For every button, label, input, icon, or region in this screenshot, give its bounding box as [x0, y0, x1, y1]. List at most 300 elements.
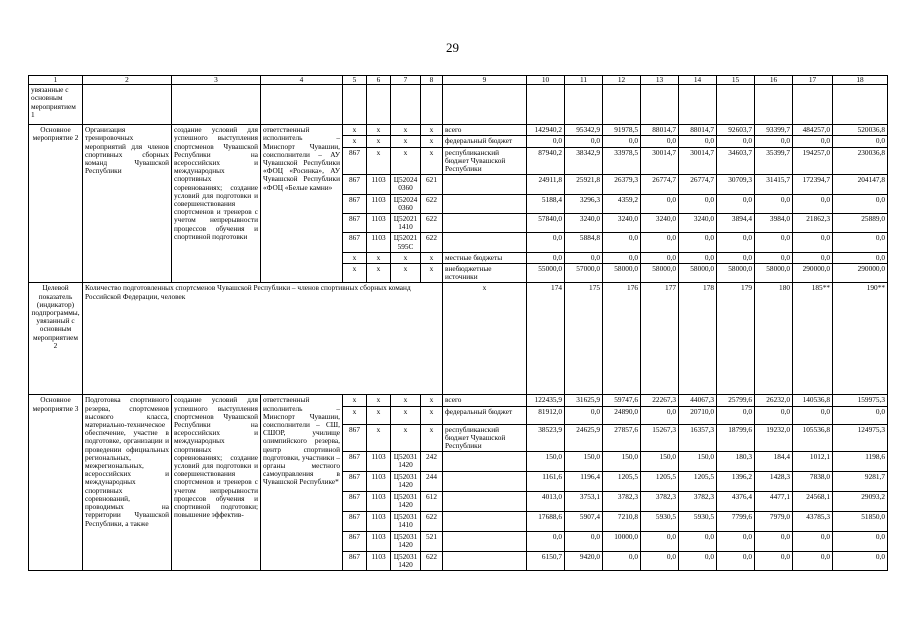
funding-source: [443, 532, 527, 551]
target-article-code: Ц52021 595C: [391, 233, 421, 252]
section-code: 1103: [367, 472, 391, 492]
amount-cell: 0,0: [833, 551, 888, 570]
empty-cell: [793, 85, 833, 125]
grbs-code: x: [343, 406, 367, 424]
section-code: x: [367, 264, 391, 283]
amount-cell: 26774,7: [679, 175, 717, 194]
funding-source: всего: [443, 125, 527, 136]
funding-source: [443, 452, 527, 472]
amount-cell: 91978,5: [603, 125, 641, 136]
amount-cell: 150,0: [565, 452, 603, 472]
amount-cell: 0,0: [793, 532, 833, 551]
grbs-code: x: [343, 264, 367, 283]
funding-source: внебюджетные источники: [443, 264, 527, 283]
indicator-value: 190**: [833, 283, 888, 395]
amount-cell: 5188,4: [527, 194, 565, 213]
funding-source: республиканский бюджет Чувашской Республики: [443, 147, 527, 175]
amount-cell: 0,0: [833, 406, 888, 424]
expense-type-code: 244: [421, 472, 443, 492]
indicator-value: 180: [755, 283, 793, 395]
amount-cell: 24625,9: [565, 424, 603, 452]
amount-cell: 0,0: [641, 551, 679, 570]
amount-cell: 26232,0: [755, 395, 793, 406]
amount-cell: 5930,5: [641, 512, 679, 532]
grbs-code: 867: [343, 424, 367, 452]
amount-cell: 0,0: [679, 252, 717, 263]
amount-cell: 0,0: [641, 252, 679, 263]
section-code: 1103: [367, 512, 391, 532]
indicator-label: Целевой показатель (индикатор) подпрограммы, увязанный с основным мероприятием 2: [29, 283, 83, 395]
amount-cell: 0,0: [793, 252, 833, 263]
amount-cell: 0,0: [679, 136, 717, 147]
expense-type-code: x: [421, 147, 443, 175]
grbs-code: 867: [343, 214, 367, 233]
empty-cell: [603, 85, 641, 125]
section-code: x: [367, 395, 391, 406]
amount-cell: 0,0: [755, 551, 793, 570]
amount-cell: 26379,3: [603, 175, 641, 194]
indicator-text: Количество подготовленных спортсменов Чувашской Республики – членов спортивных сборных команд Российской Федерации, человек: [83, 283, 443, 395]
amount-cell: 20710,0: [679, 406, 717, 424]
amount-cell: 24568,1: [793, 492, 833, 512]
amount-cell: 3894,4: [717, 214, 755, 233]
amount-cell: 30014,7: [641, 147, 679, 175]
amount-cell: 25889,0: [833, 214, 888, 233]
amount-cell: 55000,0: [527, 264, 565, 283]
column-number: 18: [833, 76, 888, 85]
amount-cell: 1161,6: [527, 472, 565, 492]
amount-cell: 88014,7: [679, 125, 717, 136]
amount-cell: 92603,7: [717, 125, 755, 136]
amount-cell: 0,0: [527, 252, 565, 263]
amount-cell: 58000,0: [679, 264, 717, 283]
amount-cell: 17688,6: [527, 512, 565, 532]
amount-cell: 93399,7: [755, 125, 793, 136]
amount-cell: 57000,0: [565, 264, 603, 283]
column-number: 13: [641, 76, 679, 85]
amount-cell: 31415,7: [755, 175, 793, 194]
column-number-row: [29, 76, 888, 85]
grbs-code: 867: [343, 194, 367, 213]
amount-cell: 204147,8: [833, 175, 888, 194]
event-label: Основное мероприятие 2: [29, 125, 83, 283]
funding-source: [443, 512, 527, 532]
amount-cell: 3240,0: [679, 214, 717, 233]
section-code: 1103: [367, 492, 391, 512]
column-number: 15: [717, 76, 755, 85]
event-name: Организация тренировочных мероприятий для членов спортивных сборных команд Чувашской Республики: [83, 125, 172, 283]
indicator-value: 174: [527, 283, 565, 395]
indicator-value: 185**: [793, 283, 833, 395]
amount-cell: 3240,0: [565, 214, 603, 233]
amount-cell: 0,0: [641, 136, 679, 147]
amount-cell: 1198,6: [833, 452, 888, 472]
amount-cell: 0,0: [717, 233, 755, 252]
amount-cell: 58000,0: [755, 264, 793, 283]
amount-cell: 0,0: [565, 406, 603, 424]
indicator-value: 179: [717, 283, 755, 395]
amount-cell: 3296,3: [565, 194, 603, 213]
amount-cell: 124975,3: [833, 424, 888, 452]
amount-cell: 0,0: [603, 136, 641, 147]
column-number: 4: [261, 76, 343, 85]
amount-cell: 5884,8: [565, 233, 603, 252]
budget-table: [28, 75, 888, 571]
empty-cell: [833, 85, 888, 125]
amount-cell: 0,0: [565, 136, 603, 147]
empty-cell: [421, 85, 443, 125]
section-code: 1103: [367, 194, 391, 213]
amount-cell: 122435,9: [527, 395, 565, 406]
amount-cell: 1012,1: [793, 452, 833, 472]
amount-cell: 95342,9: [565, 125, 603, 136]
target-article-code: Ц52031 1420: [391, 472, 421, 492]
amount-cell: 35399,7: [755, 147, 793, 175]
amount-cell: 38523,9: [527, 424, 565, 452]
amount-cell: 0,0: [833, 194, 888, 213]
section-code: 1103: [367, 532, 391, 551]
grbs-code: 867: [343, 551, 367, 570]
amount-cell: 180,3: [717, 452, 755, 472]
amount-cell: 3782,3: [603, 492, 641, 512]
target-article-code: x: [391, 406, 421, 424]
grbs-code: 867: [343, 512, 367, 532]
funding-source: [443, 175, 527, 194]
amount-cell: 0,0: [641, 406, 679, 424]
amount-cell: 57840,0: [527, 214, 565, 233]
amount-cell: 105536,8: [793, 424, 833, 452]
section-code: 1103: [367, 214, 391, 233]
empty-cell: [565, 85, 603, 125]
amount-cell: 7838,0: [793, 472, 833, 492]
empty-cell: [527, 85, 565, 125]
empty-cell: [172, 85, 261, 125]
target-article-code: Ц52024 0360: [391, 194, 421, 213]
target-article-code: x: [391, 125, 421, 136]
column-number: 16: [755, 76, 793, 85]
funding-source: [443, 551, 527, 570]
grbs-code: 867: [343, 492, 367, 512]
funding-source: [443, 233, 527, 252]
amount-cell: 0,0: [641, 194, 679, 213]
section-code: x: [367, 125, 391, 136]
event-result: создание условий для успешного выступления спортсменов Чувашской Республики на всероссийских и международных спортивных соревнованиях; создание условий для подготовки и совершенствования спортсменов и тренеров с учетом непрерывности процессов обучения и спортивной подготовки: [172, 125, 261, 283]
empty-cell: [443, 85, 527, 125]
section-code: x: [367, 424, 391, 452]
amount-cell: 0,0: [603, 233, 641, 252]
grbs-code: 867: [343, 175, 367, 194]
amount-cell: 30014,7: [679, 147, 717, 175]
funding-source: федеральный бюджет: [443, 406, 527, 424]
amount-cell: 0,0: [527, 532, 565, 551]
amount-cell: 230036,8: [833, 147, 888, 175]
amount-cell: 29093,2: [833, 492, 888, 512]
section-code: x: [367, 252, 391, 263]
table-row: [29, 395, 888, 406]
amount-cell: 0,0: [755, 194, 793, 213]
amount-cell: 0,0: [793, 406, 833, 424]
amount-cell: 58000,0: [641, 264, 679, 283]
funding-source: республиканский бюджет Чувашской Республики: [443, 424, 527, 452]
amount-cell: 10000,0: [603, 532, 641, 551]
funding-source: [443, 472, 527, 492]
expense-type-code: 622: [421, 214, 443, 233]
amount-cell: 520036,8: [833, 125, 888, 136]
indicator-row: [29, 283, 888, 395]
amount-cell: 88014,7: [641, 125, 679, 136]
target-article-code: Ц52024 0360: [391, 175, 421, 194]
empty-cell: [261, 85, 343, 125]
amount-cell: 0,0: [679, 233, 717, 252]
amount-cell: 1205,5: [603, 472, 641, 492]
amount-cell: 0,0: [755, 252, 793, 263]
column-number: 3: [172, 76, 261, 85]
amount-cell: 21862,3: [793, 214, 833, 233]
target-article-code: Ц52031 1420: [391, 452, 421, 472]
target-article-code: Ц52031 1420: [391, 492, 421, 512]
grbs-code: 867: [343, 532, 367, 551]
amount-cell: 1196,4: [565, 472, 603, 492]
column-number: 9: [443, 76, 527, 85]
amount-cell: 0,0: [833, 252, 888, 263]
funding-source: [443, 194, 527, 213]
amount-cell: 150,0: [641, 452, 679, 472]
target-article-code: x: [391, 264, 421, 283]
expense-type-code: 242: [421, 452, 443, 472]
column-number: 14: [679, 76, 717, 85]
funding-source: [443, 492, 527, 512]
event-result: создание условий для успешного выступления спортсменов Чувашской Республики на всероссийских и международных спортивных соревнованиях; создание условий для подготовки и совершенствования спортсменов и тренеров с учетом непрерывности процессов обучения и спортивной подготовки; повышение эффектив-: [172, 395, 261, 571]
empty-cell: [755, 85, 793, 125]
amount-cell: 1396,2: [717, 472, 755, 492]
column-number: 10: [527, 76, 565, 85]
amount-cell: 1428,3: [755, 472, 793, 492]
expense-type-code: x: [421, 125, 443, 136]
empty-cell: [83, 85, 172, 125]
amount-cell: 0,0: [527, 233, 565, 252]
target-article-code: x: [391, 424, 421, 452]
amount-cell: 1205,5: [641, 472, 679, 492]
column-number: 6: [367, 76, 391, 85]
amount-cell: 58000,0: [603, 264, 641, 283]
expense-type-code: x: [421, 264, 443, 283]
continuation-row: [29, 85, 888, 125]
amount-cell: 0,0: [717, 136, 755, 147]
column-number: 5: [343, 76, 367, 85]
amount-cell: 0,0: [717, 532, 755, 551]
amount-cell: 142940,2: [527, 125, 565, 136]
amount-cell: 0,0: [833, 532, 888, 551]
column-number: 2: [83, 76, 172, 85]
empty-cell: [367, 85, 391, 125]
amount-cell: 5907,4: [565, 512, 603, 532]
amount-cell: 140536,8: [793, 395, 833, 406]
target-article-code: x: [391, 147, 421, 175]
amount-cell: 26774,7: [641, 175, 679, 194]
amount-cell: 0,0: [641, 233, 679, 252]
funding-source: всего: [443, 395, 527, 406]
expense-type-code: x: [421, 395, 443, 406]
table-row: [29, 125, 888, 136]
expense-type-code: 622: [421, 551, 443, 570]
amount-cell: 150,0: [679, 452, 717, 472]
indicator-value: 176: [603, 283, 641, 395]
column-number: 7: [391, 76, 421, 85]
indicator-mark: x: [443, 283, 527, 395]
amount-cell: 38342,9: [565, 147, 603, 175]
amount-cell: 3240,0: [603, 214, 641, 233]
amount-cell: 7210,8: [603, 512, 641, 532]
indicator-value: 175: [565, 283, 603, 395]
section-code: 1103: [367, 551, 391, 570]
grbs-code: 867: [343, 452, 367, 472]
amount-cell: 3782,3: [679, 492, 717, 512]
row-label: увязанные с основным мероприятием 1: [29, 85, 83, 125]
amount-cell: 0,0: [641, 532, 679, 551]
target-article-code: x: [391, 252, 421, 263]
target-article-code: Ц52031 1420: [391, 532, 421, 551]
amount-cell: 0,0: [755, 532, 793, 551]
amount-cell: 9281,7: [833, 472, 888, 492]
event-executor: ответственный исполнитель – Минспорт Чувашии, соисполнители – АУ Чувашской Республики «ФОЦ «Росинка», АУ Чувашской Республики «ФОЦ «Белые камни»: [261, 125, 343, 283]
expense-type-code: 622: [421, 233, 443, 252]
expense-type-code: x: [421, 136, 443, 147]
empty-cell: [391, 85, 421, 125]
expense-type-code: 622: [421, 194, 443, 213]
amount-cell: 184,4: [755, 452, 793, 472]
target-article-code: Ц52031 1420: [391, 551, 421, 570]
amount-cell: 4359,2: [603, 194, 641, 213]
amount-cell: 150,0: [527, 452, 565, 472]
expense-type-code: 612: [421, 492, 443, 512]
amount-cell: 0,0: [717, 252, 755, 263]
expense-type-code: 621: [421, 175, 443, 194]
amount-cell: 290000,0: [833, 264, 888, 283]
column-number: 12: [603, 76, 641, 85]
amount-cell: 0,0: [755, 233, 793, 252]
amount-cell: 24911,8: [527, 175, 565, 194]
target-article-code: x: [391, 395, 421, 406]
amount-cell: 34603,7: [717, 147, 755, 175]
amount-cell: 7799,6: [717, 512, 755, 532]
amount-cell: 58000,0: [717, 264, 755, 283]
amount-cell: 87940,2: [527, 147, 565, 175]
grbs-code: x: [343, 395, 367, 406]
amount-cell: 4376,4: [717, 492, 755, 512]
grbs-code: x: [343, 125, 367, 136]
amount-cell: 3240,0: [641, 214, 679, 233]
amount-cell: 0,0: [793, 136, 833, 147]
expense-type-code: x: [421, 406, 443, 424]
amount-cell: 0,0: [793, 551, 833, 570]
expense-type-code: x: [421, 424, 443, 452]
column-number: 1: [29, 76, 83, 85]
amount-cell: 4477,1: [755, 492, 793, 512]
empty-cell: [679, 85, 717, 125]
amount-cell: 0,0: [755, 136, 793, 147]
amount-cell: 150,0: [603, 452, 641, 472]
grbs-code: 867: [343, 147, 367, 175]
funding-source: местные бюджеты: [443, 252, 527, 263]
section-code: x: [367, 136, 391, 147]
amount-cell: 3782,3: [641, 492, 679, 512]
section-code: x: [367, 147, 391, 175]
amount-cell: 9420,0: [565, 551, 603, 570]
column-number: 17: [793, 76, 833, 85]
amount-cell: 0,0: [565, 532, 603, 551]
amount-cell: 172394,7: [793, 175, 833, 194]
empty-cell: [343, 85, 367, 125]
target-article-code: Ц52031 1410: [391, 512, 421, 532]
page-number: 29: [446, 40, 459, 55]
amount-cell: 0,0: [679, 194, 717, 213]
amount-cell: 81912,0: [527, 406, 565, 424]
section-code: 1103: [367, 452, 391, 472]
amount-cell: 25799,6: [717, 395, 755, 406]
amount-cell: 3753,1: [565, 492, 603, 512]
amount-cell: 44067,3: [679, 395, 717, 406]
expense-type-code: x: [421, 252, 443, 263]
amount-cell: 1205,5: [679, 472, 717, 492]
column-number: 8: [421, 76, 443, 85]
expense-type-code: 521: [421, 532, 443, 551]
amount-cell: 33978,5: [603, 147, 641, 175]
amount-cell: 0,0: [565, 252, 603, 263]
event-label: Основное мероприятие 3: [29, 395, 83, 571]
amount-cell: 0,0: [717, 194, 755, 213]
section-code: 1103: [367, 175, 391, 194]
amount-cell: 27857,6: [603, 424, 641, 452]
grbs-code: x: [343, 136, 367, 147]
amount-cell: 18799,6: [717, 424, 755, 452]
event-executor: ответственный исполнитель – Минспорт Чувашии, соисполнители – СШ, СШОР, училище олимпийского резерва, центр спортивной подготовки, участники – органы местного самоуправления в Чувашской Республике*: [261, 395, 343, 571]
amount-cell: 290000,0: [793, 264, 833, 283]
amount-cell: 0,0: [833, 136, 888, 147]
amount-cell: 51850,0: [833, 512, 888, 532]
amount-cell: 16357,3: [679, 424, 717, 452]
indicator-value: 177: [641, 283, 679, 395]
grbs-code: 867: [343, 233, 367, 252]
grbs-code: 867: [343, 472, 367, 492]
expense-type-code: 622: [421, 512, 443, 532]
amount-cell: 7979,0: [755, 512, 793, 532]
amount-cell: 19232,0: [755, 424, 793, 452]
amount-cell: 0,0: [679, 551, 717, 570]
amount-cell: 43785,3: [793, 512, 833, 532]
section-code: x: [367, 406, 391, 424]
amount-cell: 0,0: [717, 551, 755, 570]
column-number: 11: [565, 76, 603, 85]
event-name: Подготовка спортивного резерва, спортсменов высокого класса, материально-техническое обеспечение, участие в подготовке, организации и проведении официальных региональных, межрегиональных, всероссийских и международных спортивных соревнований, проводимых на территории Чувашской Республики, а также: [83, 395, 172, 571]
amount-cell: 5930,5: [679, 512, 717, 532]
amount-cell: 0,0: [717, 406, 755, 424]
amount-cell: 0,0: [793, 233, 833, 252]
amount-cell: 159975,3: [833, 395, 888, 406]
amount-cell: 0,0: [527, 136, 565, 147]
amount-cell: 25921,8: [565, 175, 603, 194]
section-code: 1103: [367, 233, 391, 252]
amount-cell: 31625,9: [565, 395, 603, 406]
amount-cell: 0,0: [603, 551, 641, 570]
amount-cell: 0,0: [793, 194, 833, 213]
empty-cell: [717, 85, 755, 125]
amount-cell: 194257,0: [793, 147, 833, 175]
amount-cell: 24890,0: [603, 406, 641, 424]
amount-cell: 3984,0: [755, 214, 793, 233]
amount-cell: 4013,0: [527, 492, 565, 512]
funding-source: [443, 214, 527, 233]
empty-cell: [641, 85, 679, 125]
